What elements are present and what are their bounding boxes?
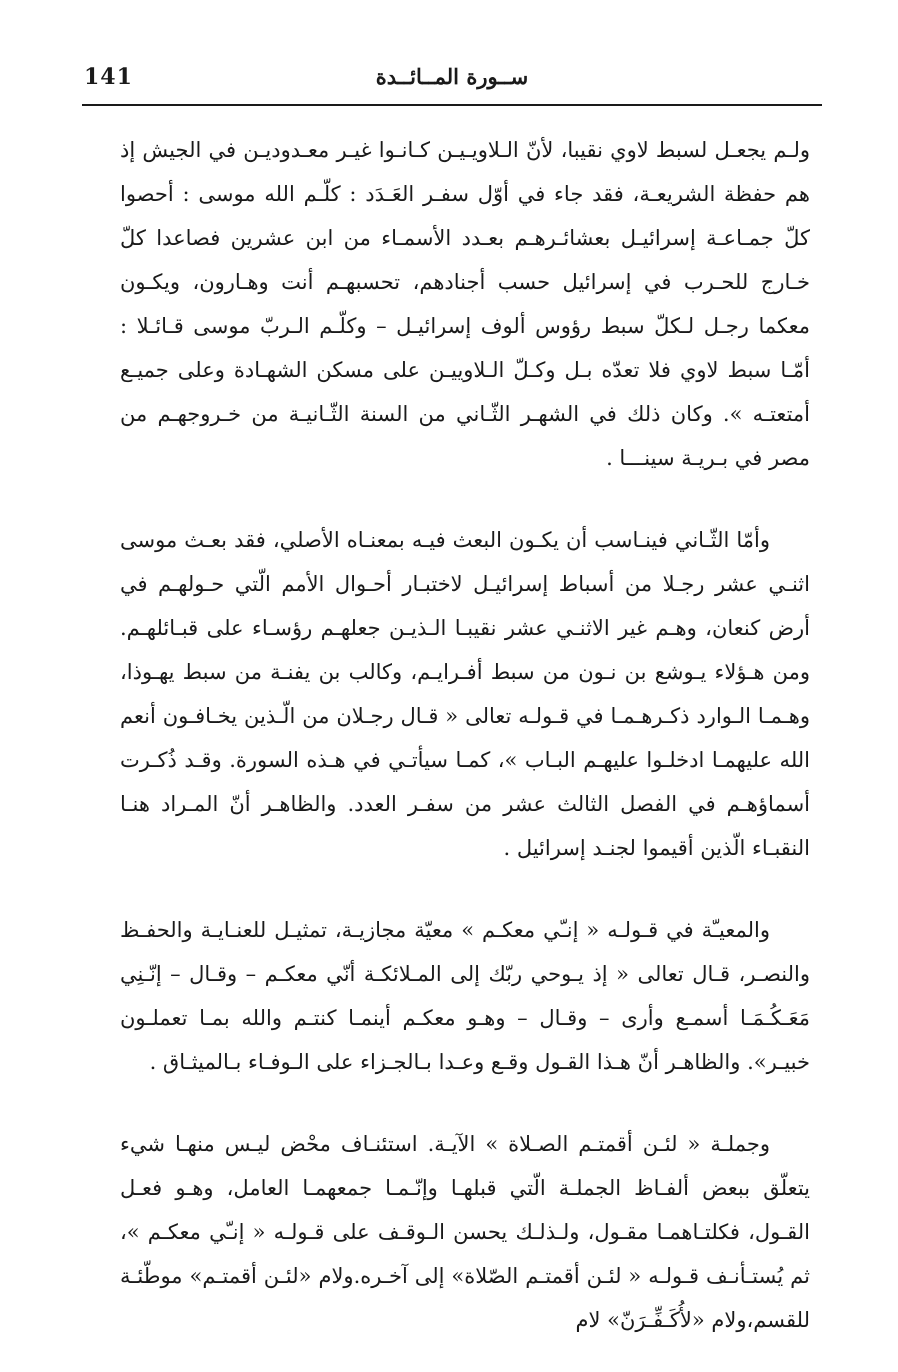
page-number: 141 [84, 64, 133, 90]
paragraph: وجملـة « لئـن أقمتـم الصـلاة » الآيـة. استئنـاف محْض ليـس منهـا شيء يتعلّق ببعض ألفـاظ الجملـة الّتي قبلهـا وإنّـمـا جمعهمـا العامل، وهـو فعـل القـول، فكلتـاهمـا مقـول، ولـذلـك يحسن الـوقـف على قـولـه « إنـّي معكـم »، ثم يُستـأنـف قـولـه « لئـن أقمتـم الصّلاة» إلى آخـره.ولام «لئـن أقمتـم» موطّئـة للقسم،ولام «لأُكَـفِّـرَنّ» لام [120, 1132, 810, 1332]
header-divider [82, 104, 822, 106]
paragraph: وأمّا الثّـاني فينـاسب أن يكـون البعث فيـه بمعنـاه الأصلي، فقد بعـث موسى اثنـي عشر رجـلا من أسباط إسرائيـل لاختبـار أحـوال الأمم الّتي حـولهـم في أرض كنعان، وهـم غير الاثنـي عشر نقيبـا الـذيـن جعلهـم رؤسـاء على قبـائلهـم. ومن هـؤلاء يـوشع بن نـون من سبط أفـرايـم، وكالب بن يفنـة من سبط يهـوذا، وهـمـا الـوارد ذكـرهـمـا في قـولـه تعالى « قـال رجـلان من الّـذين يخـافـون أنعم الله عليهمـا ادخلـوا عليهـم البـاب »، كمـا سيأتـي في هـذه السورة. وقـد ذُكـرت أسماؤهـم في الفصل الثالث عشر من سفـر العدد. والظاهـر أنّ المـراد هنـا النقبـاء الّذين أقيموا لجنـد إسرائيل . [120, 528, 810, 860]
page-body [120, 128, 810, 1342]
paragraph: والمعيـّة في قـولـه « إنـّي معكـم » معيّة مجازيـة، تمثيـل للعنـايـة والحفـظ والنصـر، قـال تعالى « إذ يـوحي ربّك إلى المـلائكـة أنّي معكـم – وقـال – إنّـنِي مَعَـكُـمَـا أسمـع وأرى – وقـال – وهـو معكـم أينمـا كنتـم والله بمـا تعملـون خبيـر». والظاهـر أنّ هـذا القـول وقـع وعـدا بـالجـزاء على الـوفـاء بـالميثـاق . [120, 918, 810, 1074]
paragraph: ولـم يجعـل لسبط لاوي نقيبا، لأنّ الـلاويـيـن كـانـوا غيـر معـدوديـن في الجيش إذ هم حفظة الشريعـة، فقد جاء في أوّل سفـر العَـدَد : كلّـم الله موسى : أحصوا كلّ جمـاعـة إسرائيـل بعشائـرهـم بعـدد الأسمـاء من ابن عشرين فصاعدا كلّ خـارج للحـرب في إسرائيل حسب أجنادهم، تحسبهـم أنت وهـارون، ويكـون معكما رجـل لـكلّ سبط رؤوس ألوف إسرائيـل – وكلّـم الـربّ موسى قـائـلا : أمّـا سبط لاوي فلا تعدّه بـل وكـلّ الـلاوييـن على مسكن الشهـادة وعلى جميـع أمتعتـه ». وكان ذلك في الشهـر الثّـاني من السنة الثّـانيـة من خـروجهـم من مصر في بـريـة سينـــا . [120, 138, 810, 470]
page-title: ســورة المــائــدة [375, 64, 529, 89]
page-header [84, 62, 820, 102]
